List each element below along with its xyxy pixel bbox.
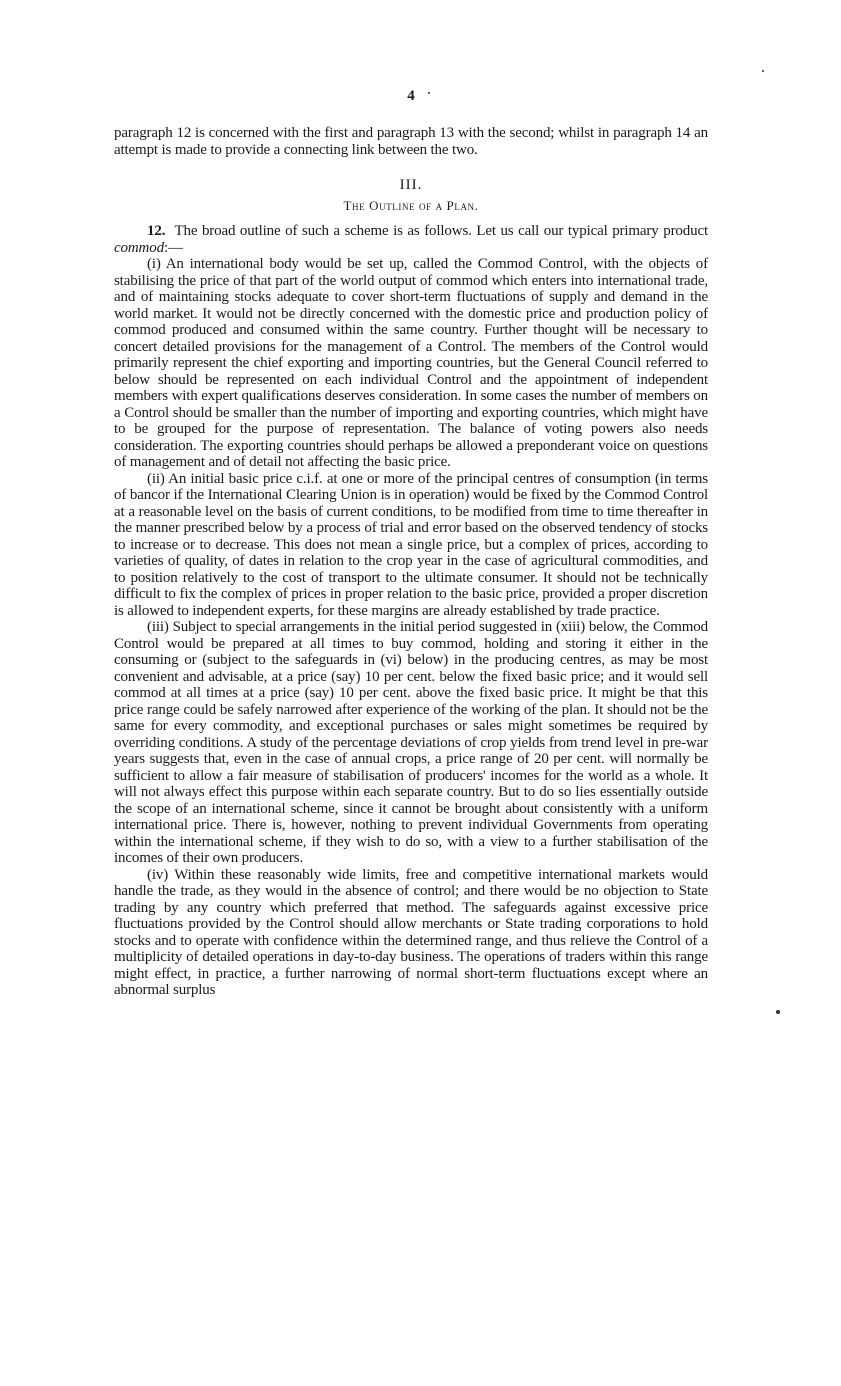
paragraph-12-tail: :— [163,239,183,256]
scan-speck [776,1010,780,1014]
list-item: (iii) Subject to special arrangements in the initial period suggested in (xiii) below, the Commod Control would be prepared at all times to buy commod, holding and storing it either in the consuming or (subject to the safeguards in (vi) below) in the producing centres, as may be most convenient and advisable, at a price (say) 10 per cent. below the fixed basic price; and it would sell commod at all times at a price (say) 10 per cent. above the fixed basic price. It might be that this price range could be safely narrowed after experience of the working of the plan. It should not be the same for every commodity, and exceptional purchases or sales might sometimes be required by overriding conditions. A study of the percentage deviations of crop yields from trend level in pre-war years suggests that, even in the case of annual crops, a price range of 20 per cent. will normally be sufficient to allow a fair measure of stabilisation of producers' incomes for the world as a whole. It will not always effect this purpose within each separate country. But to do so lies essentially outside the scope of an international scheme, since it cannot be brought about consistently with a uniform international price. There is, however, nothing to prevent individual Governments from operating within the international scheme, if they wish to do so, with a view to a further stabilisation of the incomes of their own producers. [114,619,708,866]
scan-speck [428,92,430,94]
list-item: (i) An international body would be set up, called the Commod Control, with the objects of stabilising the price of that part of the world output of commod which enters into international trade, and of maintaining stocks adequate to cover short-term fluctuations of supply and demand in the world market. It would not be directly concerned with the domestic price and production policy of commod produced and consumed within the same country. Further thought will be necessary to concert detailed provisions for the management of a Control. The members of the Control would primarily represent the chief exporting and importing countries, but the General Council referred to below should be represented on each individual Control and the appointment of independent members with expert qualifications deserves consideration. In some cases the number of members on a Control should be smaller than the number of importing and exporting countries, which might have to be grouped for the purpose of representation. The balance of voting powers also needs consideration. The exporting countries should perhaps be allowed a preponderant voice on questions of management and of detail not affecting the basic price. [114,256,708,470]
scan-speck [762,70,764,72]
section-heading: The Outline of a Plan. [343,198,479,213]
document-page [114,88,708,999]
intro-paragraph: paragraph 12 is concerned with the first and paragraph 13 with the second; whilst in paragraph 14 an attempt is made to provide a connecting link between the two. [114,125,708,158]
list-item: (ii) An initial basic price c.i.f. at one or more of the principal centres of consumption (in terms of bancor if the International Clearing Union is in operation) would be fixed by the Commod Control at a reasonable level on the basis of current conditions, to be modified from time to time thereafter in the manner prescribed below by a process of trial and error based on the observed tendency of stocks to increase or to decrease. This does not mean a single price, but a complex of prices, according to varieties of quality, of dates in relation to the crop year in the case of agricultural commodities, and to position relatively to the cost of transport to the ultimate consumer. It should not be technically difficult to fix the complex of prices in proper relation to the basic price, provided a proper discretion is allowed to independent experts, for these margins are already established by trade practice. [114,470,708,619]
paragraph-12-text: The broad outline of such a scheme is as follows. Let us call our typical primary product [174,223,708,239]
list-item: (iv) Within these reasonably wide limits, free and competitive international markets would handle the trade, as they would in the absence of control; and there would be no objection to State trading by any country which preferred that method. The safeguards against excessive price fluctuations provided by the Control should allow merchants or State trading corporations to hold stocks and to operate with confidence within the determined range, and thus relieve the Control of a multiplicity of detailed operations in day-to-day business. The operations of traders within this range might effect, in practice, a further narrowing of normal short-term fluctuations except where an abnormal surplus [114,866,708,998]
paragraph-12-term: commod [114,239,164,256]
page-number: 4 [407,88,415,104]
paragraph-12 [114,223,708,256]
section-numeral: III. [399,177,423,193]
paragraph-number: 12. [147,223,166,239]
